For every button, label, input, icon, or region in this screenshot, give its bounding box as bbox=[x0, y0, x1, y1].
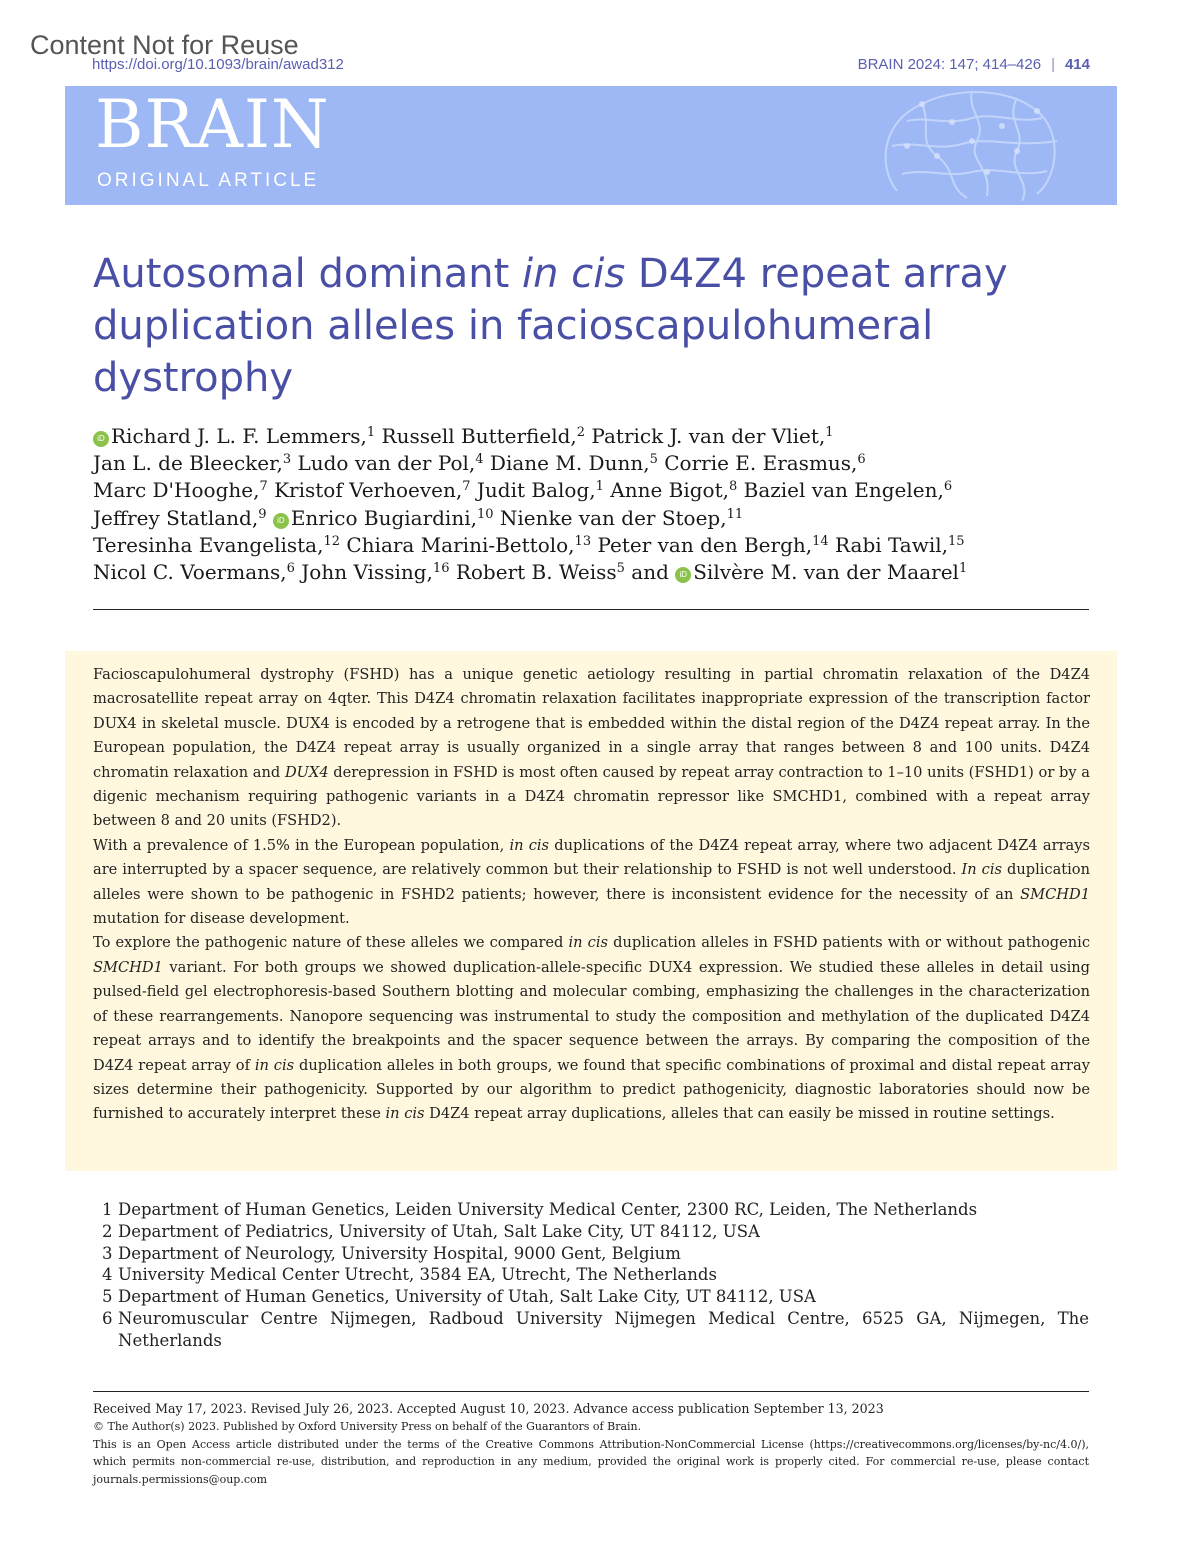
title-italic: in cis bbox=[522, 251, 626, 297]
author-list bbox=[93, 423, 1103, 586]
affiliation-number: 2 bbox=[102, 1221, 113, 1241]
author-name: Kristof Verhoeven, bbox=[267, 478, 463, 503]
affiliation-text: University Medical Center Utrecht, 3584 EA, Utrecht, The Netherlands bbox=[118, 1265, 717, 1285]
affiliation-marker: 9 bbox=[258, 506, 267, 522]
affiliation-item bbox=[102, 1308, 1089, 1352]
affiliation-item bbox=[102, 1264, 1089, 1286]
author-name: Patrick J. van der Vliet, bbox=[585, 424, 826, 448]
journal-name: BRAIN bbox=[95, 86, 330, 163]
orcid-icon[interactable]: iD bbox=[93, 431, 109, 447]
affiliation-marker: 6 bbox=[857, 452, 866, 468]
author-name: Jan L. de Bleecker, bbox=[93, 451, 283, 476]
received-dates: Received May 17, 2023. Revised July 26, 2023. Accepted August 10, 2023. Advance access publication September 13, 2023 bbox=[93, 1401, 884, 1416]
abstract-text: duplication alleles were shown to be pathogenic in FSHD2 patients; however, there is inconsistent evidence for the necessity of an bbox=[93, 861, 1090, 903]
affiliation-item bbox=[102, 1199, 1089, 1221]
affiliation-marker: 7 bbox=[259, 479, 268, 495]
affiliation-marker: 15 bbox=[948, 533, 965, 549]
abstract-text: derepression in FSHD is most often caused by repeat array contraction to 1–10 units (FSHD1) or by a digenic mechanism requiring pathogenic variants in a D4Z4 chromatin repressor like SMCHD1, combined with a repeat array between 8 and 20 units (FSHD2). bbox=[93, 763, 1090, 830]
affiliation-item bbox=[102, 1243, 1089, 1265]
copyright-notice: © The Author(s) 2023. Published by Oxford University Press on behalf of the Guarantors of Brain. bbox=[93, 1420, 642, 1433]
abstract-text: D4Z4 repeat array duplications, alleles that can easily be missed in routine settings. bbox=[424, 1105, 1055, 1123]
abstract-text: duplication alleles in FSHD patients with or without pathogenic bbox=[608, 934, 1091, 952]
journal-banner bbox=[65, 86, 1117, 205]
abstract bbox=[65, 651, 1117, 1171]
affiliation-marker: 10 bbox=[476, 506, 494, 522]
abstract-text: duplications of the D4Z4 repeat array, where two adjacent D4Z4 arrays are interrupted by a spacer sequence, are relatively common but their relationship to FSHD is not well understood. bbox=[93, 836, 1090, 879]
abstract-paragraph bbox=[93, 663, 1090, 834]
affiliation-marker: 7 bbox=[462, 479, 471, 495]
author-line bbox=[93, 559, 1103, 586]
watermark: Content Not for Reuse bbox=[30, 30, 299, 60]
affiliation-marker: 6 bbox=[943, 479, 953, 495]
orcid-icon[interactable]: iD bbox=[675, 567, 691, 583]
author-name: Anne Bigot, bbox=[603, 478, 729, 503]
author-name: John Vissing, bbox=[294, 560, 433, 585]
affiliation-marker: 6 bbox=[286, 561, 295, 577]
affiliation-marker: 1 bbox=[366, 425, 376, 440]
affiliation-marker: 13 bbox=[574, 533, 592, 549]
author-name: Baziel van Engelen, bbox=[737, 478, 944, 503]
orcid-icon[interactable]: iD bbox=[273, 513, 289, 529]
affiliation-marker: 1 bbox=[825, 425, 834, 440]
affiliation-text: Neuromuscular Centre Nijmegen, Radboud University Nijmegen Medical Centre, 6525 GA, Nijmegen, The Netherlands bbox=[118, 1308, 1089, 1350]
abstract-text: With a prevalence of 1.5% in the European population, bbox=[93, 836, 510, 854]
author-line bbox=[93, 423, 1103, 450]
abstract-italic: in cis bbox=[568, 934, 609, 952]
citation-text: BRAIN 2024: 147; 414–426 bbox=[857, 56, 1042, 73]
affiliation-marker: 8 bbox=[728, 479, 738, 495]
author-name: Russell Butterfield, bbox=[375, 424, 577, 448]
affiliation-number: 4 bbox=[102, 1265, 113, 1285]
affiliation-marker: 3 bbox=[282, 452, 292, 468]
author-name: Jeffrey Statland, bbox=[93, 505, 259, 530]
affiliation-text: Department of Neurology, University Hospital, 9000 Gent, Belgium bbox=[118, 1243, 681, 1263]
author-name: Diane M. Dunn, bbox=[483, 451, 650, 476]
affiliation-text: Department of Human Genetics, University of Utah, Salt Lake City, UT 84112, USA bbox=[118, 1287, 816, 1307]
footer-divider bbox=[93, 1391, 1089, 1392]
author-name: Teresinha Evangelista, bbox=[93, 532, 324, 557]
abstract-italic: in cis bbox=[509, 836, 550, 854]
author-line bbox=[93, 477, 1103, 504]
author-name: Nicol C. Voermans, bbox=[93, 560, 287, 585]
affiliation-marker: 11 bbox=[726, 506, 744, 522]
abstract-paragraph bbox=[93, 834, 1090, 932]
abstract-italic: in cis bbox=[385, 1105, 425, 1123]
affiliation-marker: 12 bbox=[323, 533, 340, 549]
affiliation-text: Department of Pediatrics, University of Utah, Salt Lake City, UT 84112, USA bbox=[118, 1221, 760, 1241]
license-notice: This is an Open Access article distributed under the terms of the Creative Commons Attribution-NonCommercial License (https://creativecommons.org/licenses/by-nc/4.0/), which permits non-commercial re-use, distribution, and reproduction in any medium, provided the original work is properly cited. For commercial re-use, please contact journals.permissions@oup.com bbox=[93, 1437, 1089, 1486]
author-line bbox=[93, 450, 1103, 477]
abstract-italic: in cis bbox=[254, 1056, 295, 1074]
author-name: Richard J. L. F. Lemmers, bbox=[111, 424, 367, 448]
abstract-text: variant. For both groups we showed duplication-allele-specific DUX4 expression. We studied these alleles in detail using pulsed-field gel electrophoresis-based Southern blotting and molecular combing, emphasizing the challenges in the characterization of these rearrangements. Nanopore sequencing was instrumental to study the composition and methylation of the duplicated D4Z4 repeat arrays and to identify the breakpoints and the spacer sequence between the arrays. By comparing the composition of the D4Z4 repeat array of bbox=[93, 958, 1090, 1074]
affiliation-marker: 1 bbox=[595, 479, 604, 495]
affiliation-number: 5 bbox=[102, 1287, 113, 1307]
affiliation-list bbox=[102, 1199, 1089, 1352]
affiliation-marker: 5 bbox=[649, 452, 658, 468]
title-part-2: D4Z4 repeat array duplication alleles in facioscapulohumeral dystrophy bbox=[93, 251, 1008, 401]
doi-link[interactable]: https://doi.org/10.1093/brain/awad312 bbox=[92, 56, 344, 73]
journal-citation bbox=[858, 56, 1090, 73]
affiliation-item bbox=[102, 1221, 1089, 1243]
brain-illustration-icon bbox=[877, 86, 1067, 205]
abstract-text: mutation for disease development. bbox=[93, 910, 350, 928]
footer bbox=[93, 1400, 1089, 1488]
abstract-italic: SMCHD1 bbox=[1020, 885, 1090, 903]
author-name: Corrie E. Erasmus, bbox=[657, 451, 858, 476]
author-name: Peter van den Bergh, bbox=[591, 532, 813, 557]
affiliation-marker: 2 bbox=[576, 425, 586, 440]
affiliation-marker: 5 bbox=[616, 561, 625, 577]
author-name: Robert B. Weiss bbox=[449, 560, 617, 585]
affiliation-number: 6 bbox=[102, 1308, 113, 1328]
author-name: Judit Balog, bbox=[470, 478, 596, 503]
article-type: ORIGINAL ARTICLE bbox=[97, 170, 320, 191]
header-divider bbox=[93, 609, 1089, 610]
affiliation-marker: 4 bbox=[475, 452, 484, 468]
affiliation-marker: 1 bbox=[958, 561, 968, 577]
author-name: Nienke van der Stoep, bbox=[493, 505, 727, 530]
author-name: Ludo van der Pol, bbox=[291, 451, 476, 476]
affiliation-item bbox=[102, 1286, 1089, 1308]
affiliation-marker: 14 bbox=[812, 533, 829, 549]
affiliation-number: 1 bbox=[102, 1200, 113, 1219]
abstract-italic: In cis bbox=[961, 861, 1003, 879]
author-name: Chiara Marini-Bettolo, bbox=[340, 532, 575, 557]
abstract-text: duplication alleles in both groups, we found that specific combinations of proximal and distal repeat array sizes determine their pathogenicity. Supported by our algorithm to predict pathogenicity, diagnostic laboratories should now be furnished to accurately interpret these bbox=[93, 1056, 1090, 1123]
title-part-1: Autosomal dominant bbox=[93, 251, 523, 297]
author-name: Enrico Bugiardini, bbox=[290, 505, 477, 530]
abstract-text: To explore the pathogenic nature of these alleles we compared bbox=[93, 934, 569, 952]
author-name: and bbox=[624, 560, 676, 585]
affiliation-marker: 16 bbox=[432, 561, 450, 577]
author-line bbox=[93, 505, 1103, 532]
abstract-text: Facioscapulohumeral dystrophy (FSHD) has a unique genetic aetiology resulting in partial chromatin relaxation of the D4Z4 macrosatellite repeat array on 4qter. This D4Z4 chromatin relaxation facilitates inappropriate expression of the transcription factor DUX4 in skeletal muscle. DUX4 is encoded by a retrogene that is embedded within the distal region of the D4Z4 repeat array. In the European population, the D4Z4 repeat array is usually organized in a single array that ranges between 8 and 100 units. D4Z4 chromatin relaxation and bbox=[93, 666, 1090, 781]
author-name: Silvère M. van der Maarel bbox=[693, 560, 959, 585]
author-name: Marc D'Hooghe, bbox=[93, 478, 260, 503]
affiliation-number: 3 bbox=[102, 1243, 113, 1263]
abstract-italic: SMCHD1 bbox=[93, 958, 163, 976]
page-number: 414 bbox=[1064, 56, 1090, 73]
author-spacer bbox=[266, 506, 272, 530]
abstract-paragraph bbox=[93, 931, 1090, 1126]
abstract-italic: DUX4 bbox=[284, 763, 329, 781]
author-name: Rabi Tawil, bbox=[828, 532, 948, 557]
article-title bbox=[93, 248, 1103, 404]
citation-separator: | bbox=[1051, 56, 1055, 73]
author-line bbox=[93, 532, 1103, 559]
affiliation-text: Department of Human Genetics, Leiden University Medical Center, 2300 RC, Leiden, The Netherlands bbox=[118, 1200, 978, 1219]
